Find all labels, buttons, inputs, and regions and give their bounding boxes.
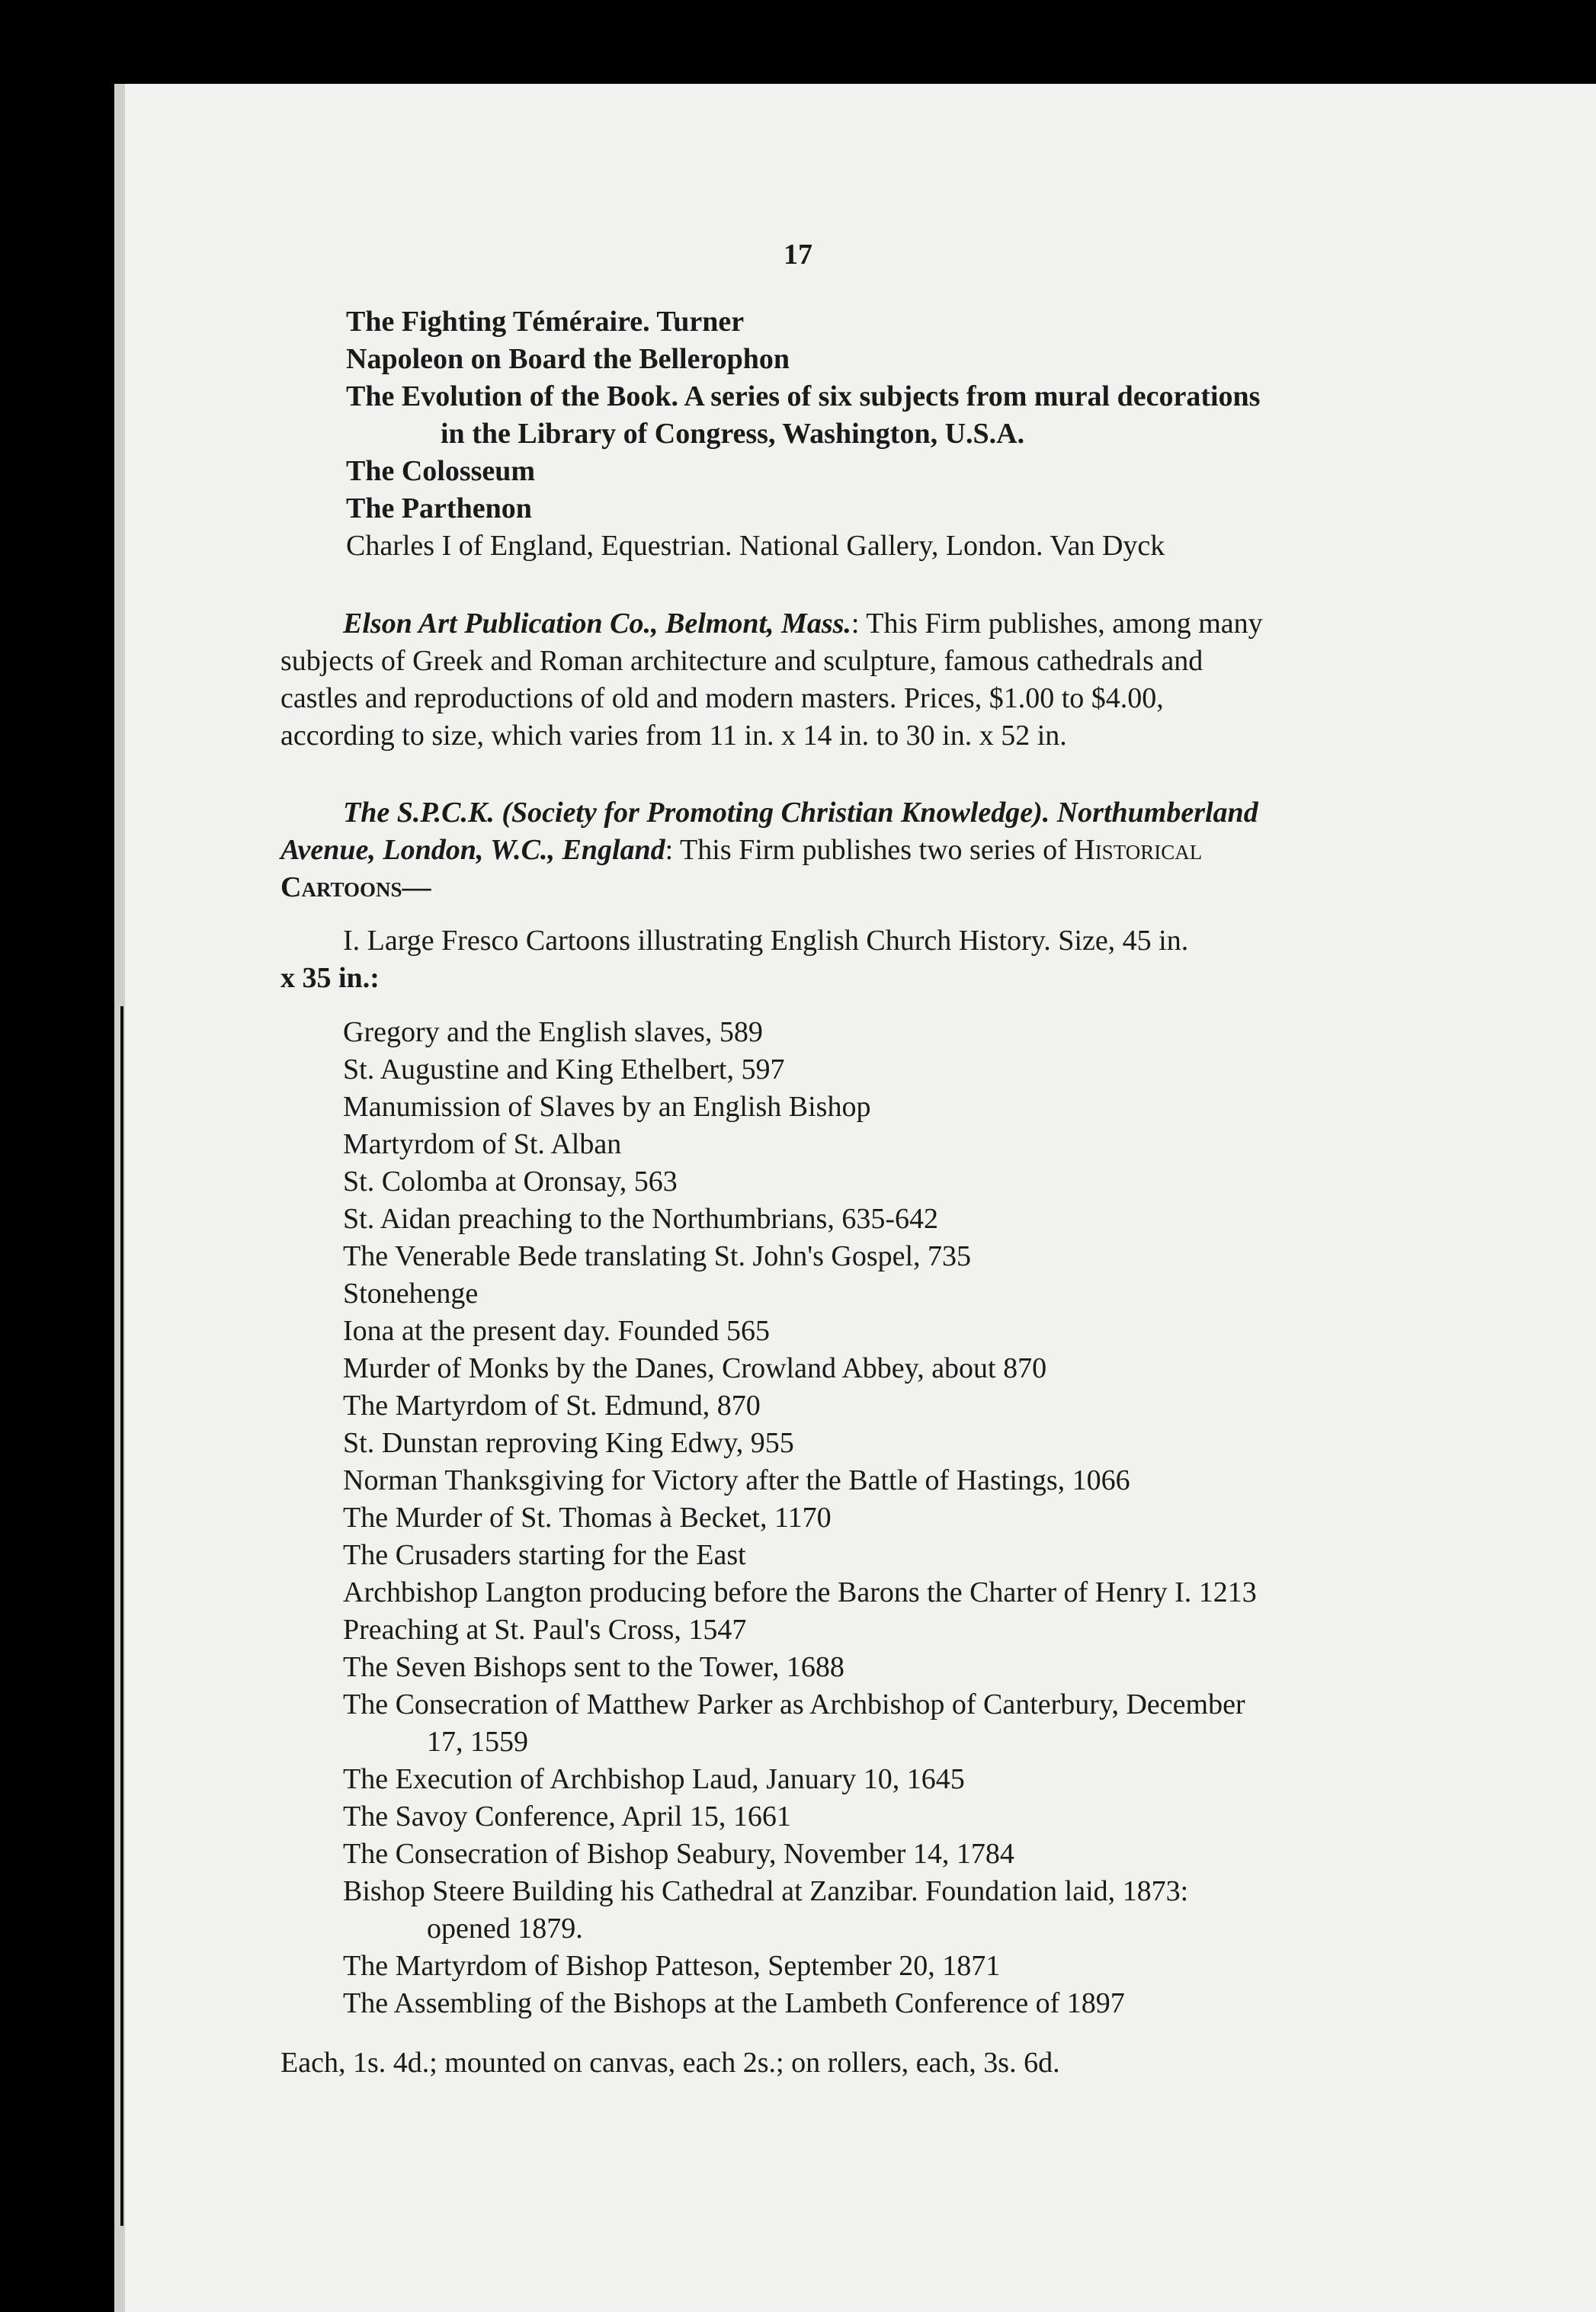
list-item: The Parthenon xyxy=(346,492,532,524)
elson-publisher: Elson Art Publication Co., Belmont, Mass. xyxy=(343,608,851,640)
elson-paragraph-line: subjects of Greek and Roman architecture and sculpture, famous cathedrals and xyxy=(280,645,1203,677)
cartoon-item: The Venerable Bede translating St. John's Gospel, 735 xyxy=(343,1240,972,1272)
spck-publisher: The S.P.C.K. (Society for Promoting Christian Knowledge). Northumberland xyxy=(343,797,1258,829)
cartoon-item: The Assembling of the Bishops at the Lambeth Conference of 1897 xyxy=(343,1987,1125,2019)
cartoon-item-continuation: opened 1879. xyxy=(427,1913,583,1945)
page-number: 17 xyxy=(784,239,812,271)
cartoon-item: The Consecration of Matthew Parker as Archbishop of Canterbury, December xyxy=(343,1688,1245,1720)
cartoon-item: The Seven Bishops sent to the Tower, 1688 xyxy=(343,1651,844,1683)
elson-paragraph-line: Elson Art Publication Co., Belmont, Mass.: This Firm publishes, among many xyxy=(343,608,1263,640)
cartoon-item: Martyrdom of St. Alban xyxy=(343,1128,622,1160)
page-edge-line xyxy=(120,1006,123,2226)
cartoon-item: The Martyrdom of Bishop Patteson, September 20, 1871 xyxy=(343,1950,1001,1982)
cartoon-item: St. Augustine and King Ethelbert, 597 xyxy=(343,1053,785,1085)
list-item: Charles I of England, Equestrian. National Gallery, London. Van Dyck xyxy=(346,530,1165,562)
spck-paragraph-line: Avenue, London, W.C., England: This Firm publishes two series of Historical xyxy=(280,834,1203,866)
cartoon-item: St. Aidan preaching to the Northumbrians, 635-642 xyxy=(343,1203,938,1235)
cartoon-item: Murder of Monks by the Danes, Crowland Abbey, about 870 xyxy=(343,1352,1047,1384)
cartoon-item: The Execution of Archbishop Laud, January 10, 1645 xyxy=(343,1763,965,1795)
cartoon-item: The Consecration of Bishop Seabury, November 14, 1784 xyxy=(343,1838,1014,1870)
cartoon-item: The Savoy Conference, April 15, 1661 xyxy=(343,1801,791,1833)
cartoon-item: St. Colomba at Oronsay, 563 xyxy=(343,1166,678,1198)
cartoon-item: Bishop Steere Building his Cathedral at Zanzibar. Foundation laid, 1873: xyxy=(343,1875,1189,1907)
prices-line: Each, 1s. 4d.; mounted on canvas, each 2s.; on rollers, each, 3s. 6d. xyxy=(280,2047,1060,2079)
cartoon-item: The Crusaders starting for the East xyxy=(343,1539,746,1571)
list-item: The Colosseum xyxy=(346,455,536,487)
series-heading: I. Large Fresco Cartoons illustrating English Church History. Size, 45 in. xyxy=(343,925,1189,957)
cartoon-item: Stonehenge xyxy=(343,1278,479,1310)
cartoon-item: The Martyrdom of St. Edmund, 870 xyxy=(343,1390,761,1422)
list-item: The Evolution of the Book. A series of six subjects from mural decorations xyxy=(346,380,1261,412)
cartoons-label: Cartoons— xyxy=(280,871,431,903)
elson-paragraph-line: according to size, which varies from 11 in. x 14 in. to 30 in. x 52 in. xyxy=(280,720,1067,752)
series-heading: x 35 in.: xyxy=(280,962,380,994)
list-item: The Fighting Téméraire. Turner xyxy=(346,306,745,338)
cartoon-item: Archbishop Langton producing before the Barons the Charter of Henry I. 1213 xyxy=(343,1576,1257,1608)
cartoon-item: Preaching at St. Paul's Cross, 1547 xyxy=(343,1614,747,1646)
cartoon-item: Manumission of Slaves by an English Bishop xyxy=(343,1091,871,1123)
cartoon-item: Gregory and the English slaves, 589 xyxy=(343,1016,763,1048)
elson-paragraph-line: castles and reproductions of old and modern masters. Prices, $1.00 to $4.00, xyxy=(280,682,1164,714)
cartoon-item-continuation: 17, 1559 xyxy=(427,1726,528,1758)
cartoon-item: Iona at the present day. Founded 565 xyxy=(343,1315,770,1347)
list-item-continuation: in the Library of Congress, Washington, U.S.A. xyxy=(441,418,1025,450)
historical-label: Historical xyxy=(1074,834,1203,866)
cartoon-item: Norman Thanksgiving for Victory after the Battle of Hastings, 1066 xyxy=(343,1464,1130,1496)
cartoon-item: The Murder of St. Thomas à Becket, 1170 xyxy=(343,1502,832,1534)
cartoon-item: St. Dunstan reproving King Edwy, 955 xyxy=(343,1427,794,1459)
list-item: Napoleon on Board the Bellerophon xyxy=(346,343,790,375)
